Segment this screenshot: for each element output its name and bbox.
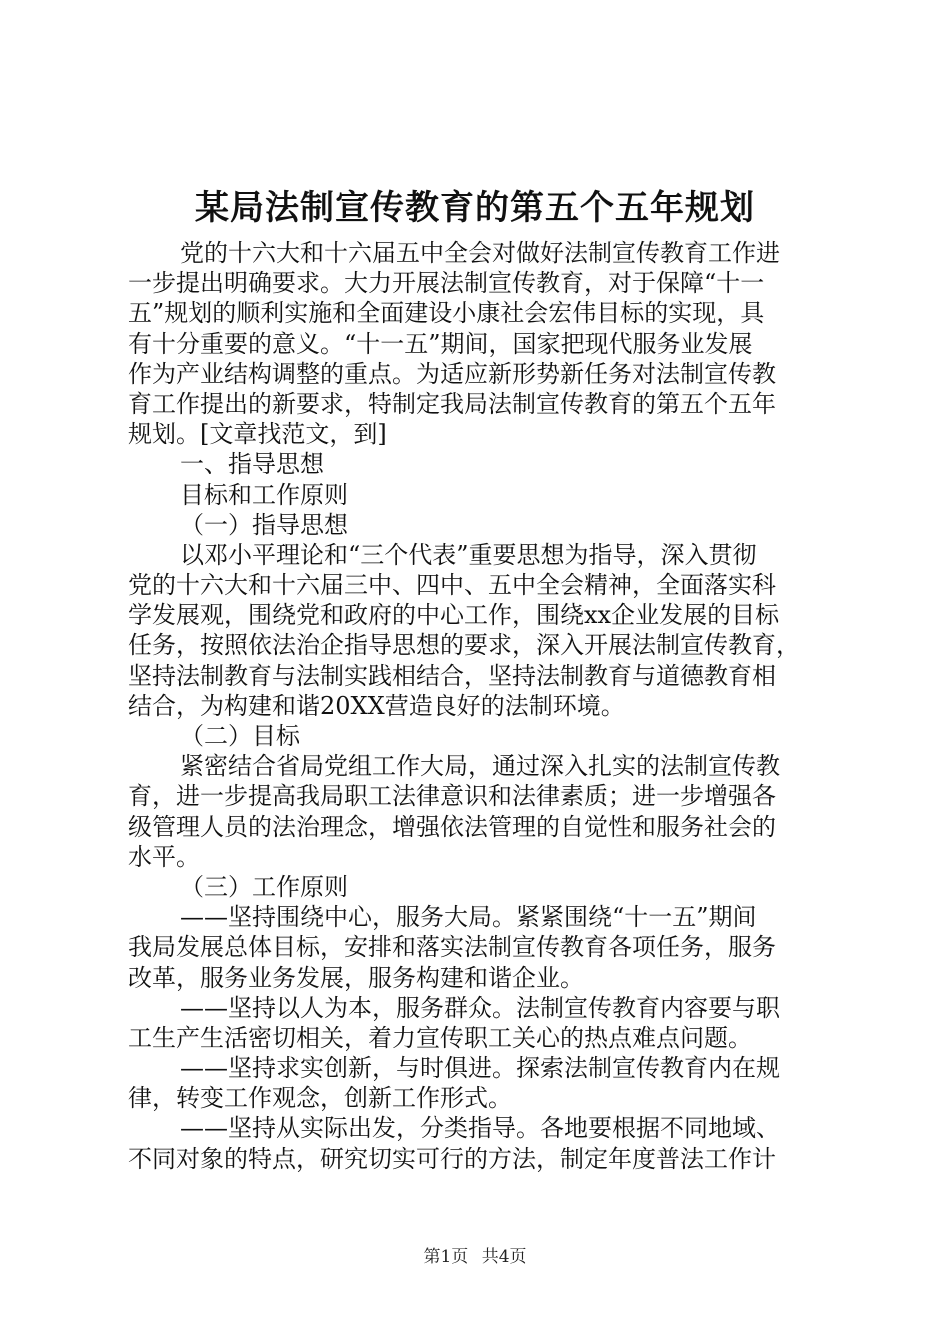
paragraph-line: 不同对象的特点，研究切实可行的方法，制定年度普法工作计 [128,1144,776,1173]
paragraph-line: 工生产生活密切相关，着力宣传职工关心的热点难点问题。 [128,1023,752,1052]
document-title: 某局法制宣传教育的第五个五年规划 [195,188,755,228]
paragraph-line: 结合，为构建和谐20XX营造良好的法制环境。 [128,691,625,720]
section-heading: 一、指导思想 [180,450,324,479]
paragraph-line: 坚持法制教育与法制实践相结合，坚持法制教育与道德教育相 [128,661,776,690]
paragraph-line: 党的十六大和十六届三中、四中、五中全会精神，全面落实科 [128,571,776,600]
document-body [128,238,828,1174]
paragraph-line: 有十分重要的意义。“十一五”期间，国家把现代服务业发展 [128,329,753,358]
paragraph-line: 改革，服务业务发展，服务构建和谐企业。 [128,963,584,992]
paragraph-line: 作为产业结构调整的重点。为适应新形势新任务对法制宣传教 [128,359,776,388]
paragraph-line: 水平。 [128,842,200,871]
paragraph-line: 任务，按照依法治企指导思想的要求，深入开展法制宣传教育， [128,631,800,660]
page-footer [0,1242,950,1267]
page-total: 共4页 [481,1247,527,1267]
page-number: 第1页 [423,1247,469,1267]
subsection-heading: （二）目标 [180,722,300,750]
paragraph-line: 规划。[文章找范文，到] [128,420,387,449]
section-heading: 目标和工作原则 [180,480,348,509]
paragraph-line: ——坚持从实际出发，分类指导。各地要根据不同地域、 [180,1114,780,1143]
paragraph-line: 一步提出明确要求。大力开展法制宣传教育，对于保障“十一 [128,269,765,298]
paragraph-line: 育工作提出的新要求，特制定我局法制宣传教育的第五个五年 [128,389,776,418]
paragraph-line: 党的十六大和十六届五中全会对做好法制宣传教育工作进 [180,239,780,267]
paragraph-line: 级管理人员的法治理念，增强依法管理的自觉性和服务社会的 [128,812,776,841]
subsection-heading: （三）工作原则 [180,872,348,901]
paragraph-line: 律，转变工作观念，创新工作形式。 [128,1084,512,1113]
subsection-heading: （一）指导思想 [180,510,348,539]
paragraph-line: ——坚持以人为本，服务群众。法制宣传教育内容要与职 [180,993,780,1022]
paragraph-line: 紧密结合省局党组工作大局，通过深入扎实的法制宣传教 [180,752,780,781]
paragraph-line: 学发展观，围绕党和政府的中心工作，围绕xx企业发展的目标 [128,601,780,630]
paragraph-line: ——坚持求实创新，与时俱进。探索法制宣传教育内在规 [180,1054,780,1083]
paragraph-line: ——坚持围绕中心，服务大局。紧紧围绕“十一五”期间 [180,903,757,932]
paragraph-line: 育，进一步提高我局职工法律意识和法律素质；进一步增强各 [128,782,776,811]
paragraph-line: 五”规划的顺利实施和全面建设小康社会宏伟目标的实现，具 [128,299,765,328]
paragraph-line: 以邓小平理论和“三个代表”重要思想为指导，深入贯彻 [180,540,757,569]
paragraph-line: 我局发展总体目标，安排和落实法制宣传教育各项任务，服务 [128,933,776,962]
